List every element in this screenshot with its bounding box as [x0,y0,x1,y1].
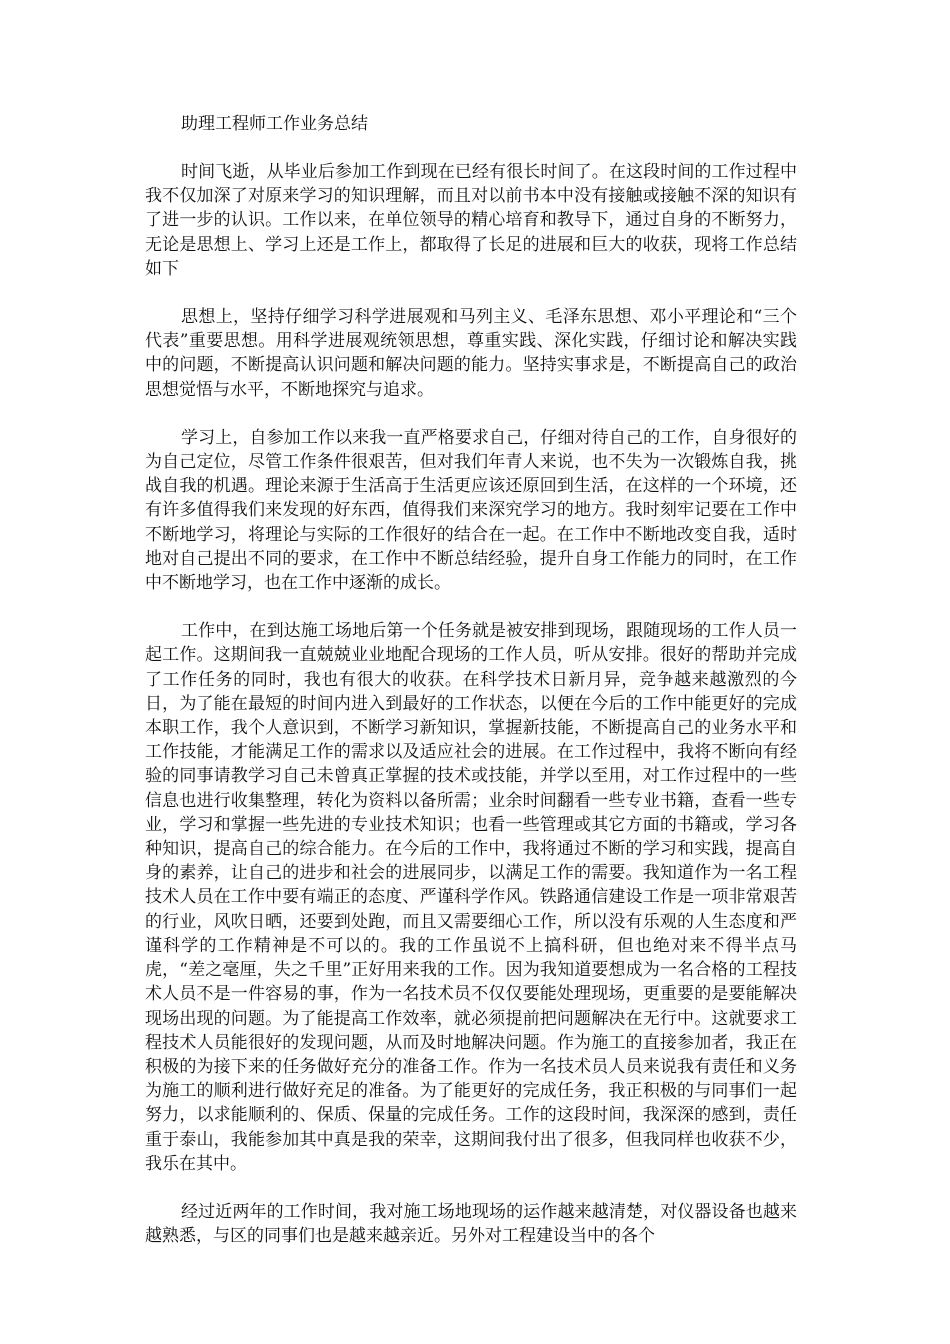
document-title: 助理工程师工作业务总结 [181,114,368,134]
document-body [145,112,797,1248]
paragraph-intro: 时间飞逝，从毕业后参加工作到现在已经有很长时间了。在这段时间的工作过程中我不仅加深了对原来学习的知识理解，而且对以前书本中没有接触或接触不深的知识有了进一步的认识。工作以来，在单位领导的精心培育和教导下，通过自身的不断努力，无论是思想上、学习上还是工作上，都取得了长足的进展和巨大的收获，现将工作总结如下 [145,162,797,279]
paragraph-study: 学习上，自参加工作以来我一直严格要求自己，仔细对待自己的工作，自身很好的为自己定位，尽管工作条件很艰苦，但对我们年青人来说，也不失为一次锻炼自我，挑战自我的机遇。理论来源于生活高于生活更应该还原回到生活，在这样的一个环境，还有许多值得我们来发现的好东西，值得我们来深究学习的地方。我时刻牢记要在工作中不断地学习，将理论与实际的工作很好的结合在一起。在工作中不断地改变自我，适时地对自己提出不同的要求，在工作中不断总结经验，提升自身工作能力的同时，在工作中不断地学习，也在工作中逐渐的成长。 [145,427,797,594]
paragraph-thought: 思想上，坚持仔细学习科学进展观和马列主义、毛泽东思想、邓小平理论和“三个代表”重要思想。用科学进展观统领思想，尊重实践、深化实践，仔细讨论和解决实践中的问题，不断提高认识问题和解决问题的能力。坚持实事求是，不断提高自己的政治思想觉悟与水平，不断地探究与追求。 [145,307,797,400]
paragraph-work: 工作中，在到达施工场地后第一个任务就是被安排到现场，跟随现场的工作人员一起工作。这期间我一直兢兢业业地配合现场的工作人员，听从安排。很好的帮助并完成了工作任务的同时，我也有很大的收获。在科学技术日新月异，竞争越来越激烈的今日，为了能在最短的时间内进入到最好的工作状态，以便在今后的工作中能更好的完成本职工作，我个人意识到，不断学习新知识，掌握新技能，不断提高自己的业务水平和工作技能，才能满足工作的需求以及适应社会的进展。在工作过程中，我将不断向有经验的同事请教学习自己未曾真正掌握的技术或技能，并学以至用，对工作过程中的一些信息也进行收集整理，转化为资料以备所需；业余时间翻看一些专业书籍，查看一些专业，学习和掌握一些先进的专业技术知识；也看一些管理或其它方面的书籍或，学习各种知识，提高自己的综合能力。在今后的工作中，我将通过不断的学习和实践，提高自身的素养，让自己的进步和社会的进展同步，以满足工作的需要。我知道作为一名工程技术人员在工作中要有端正的态度、严谨科学作风。铁路通信建设工作是一项非常艰苦的行业，风吹日晒，还要到处跑，而且又需要细心工作，所以没有乐观的人生态度和严谨科学的工作精神是不可以的。我的工作虽说不上搞科研，但也绝对来不得半点马虎，“差之毫厘，失之千里”正好用来我的工作。因为我知道要想成为一名合格的工程技术人员不是一件容易的事，作为一名技术员不仅仅要能处理现场，更重要的是要能解决现场出现的问题。为了能提高工作效率，就必须提前把问题解决在无行中。这就要求工程技术人员能很好的发现问题，从而及时地解决问题。作为施工的直接参加者，我正在积极的为接下来的任务做好充分的准备工作。作为一名技术员人员来说我有责任和义务为施工的顺利进行做好充足的准备。为了能更好的完成任务，我正积极的与同事们一起努力，以求能顺利的、保质、保量的完成任务。工作的这段时间，我深深的感到，责任重于泰山，我能参加其中真是我的荣幸，这期间我付出了很多，但我同样也收获不少，我乐在其中。 [145,621,797,1174]
paragraph-experience: 经过近两年的工作时间，我对施工场地现场的运作越来越清楚，对仪器设备也越来越熟悉，与区的同事们也是越来越亲近。另外对工程建设当中的各个 [145,1201,797,1247]
